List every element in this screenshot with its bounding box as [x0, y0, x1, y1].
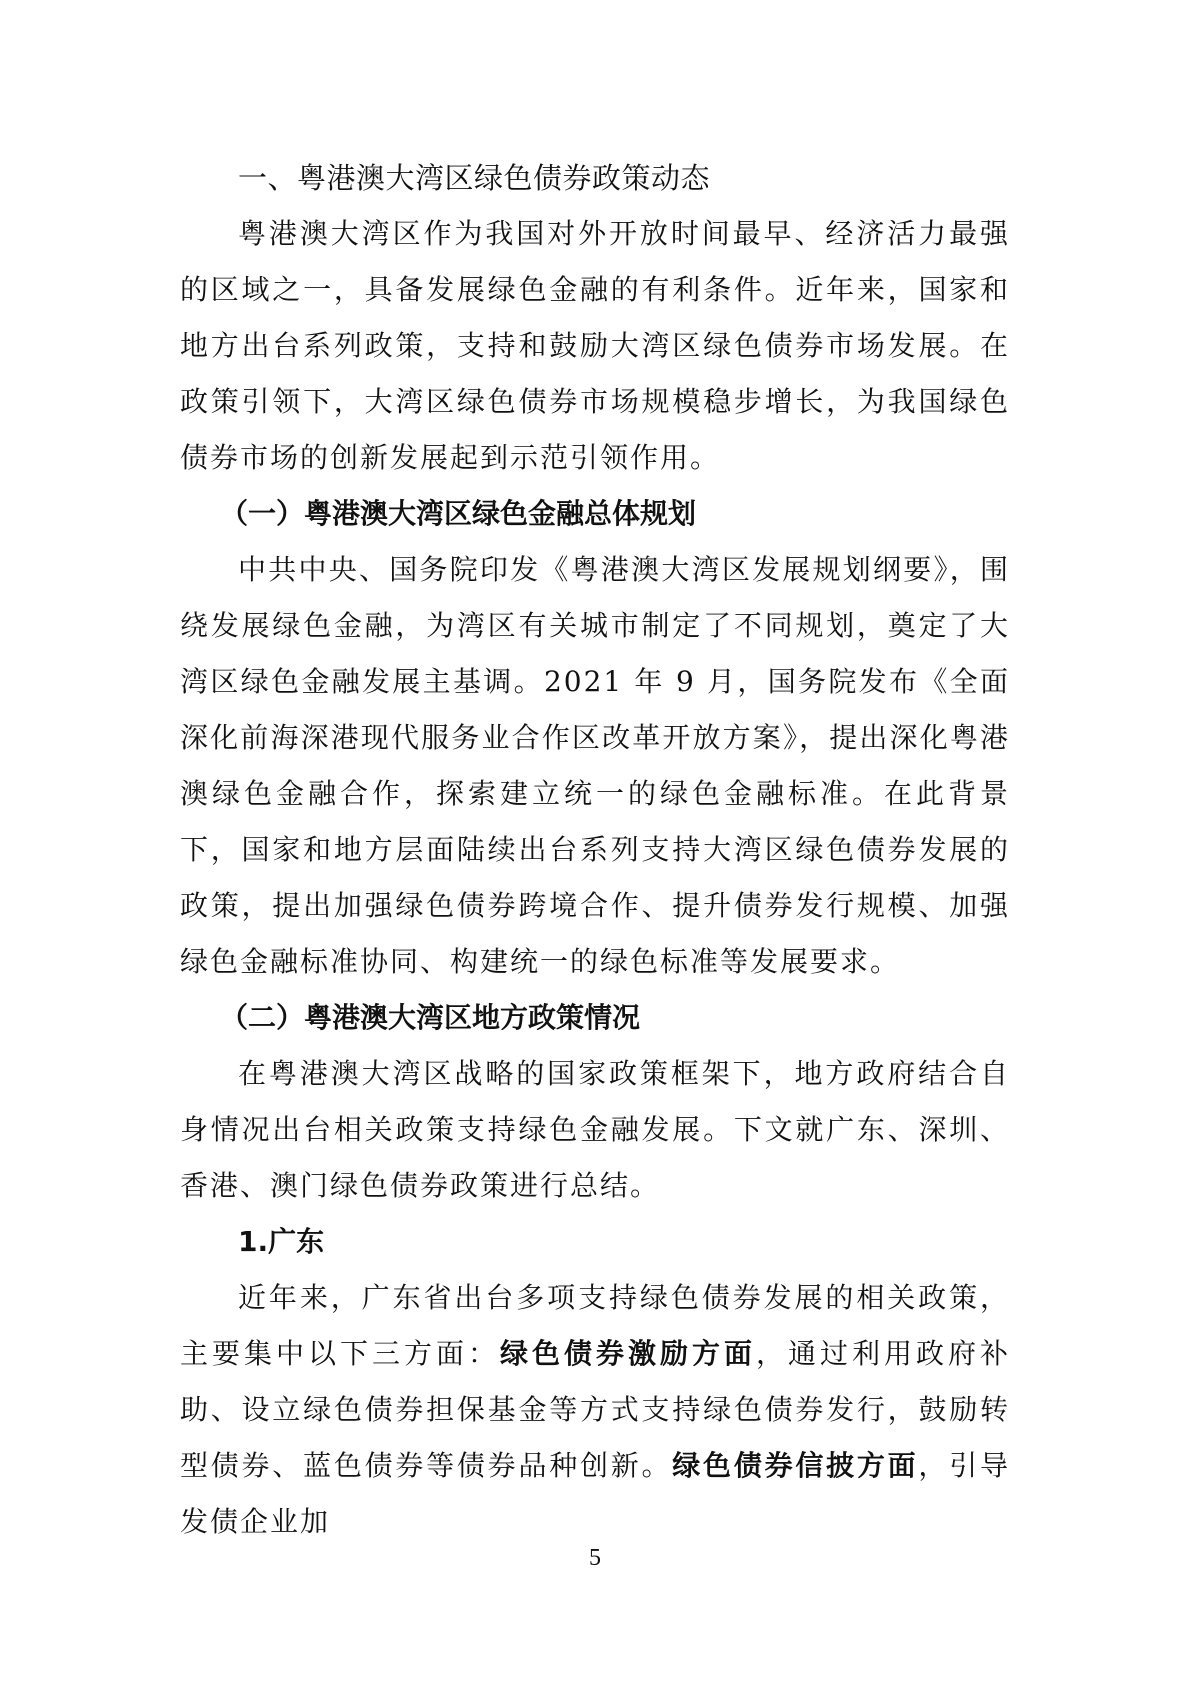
guangdong-text-1: 近年来，广东省出台多项支持绿色债券发展的相关政策，主要集中以下三方面： [180, 1281, 1010, 1370]
subsection-2-title: （二）粤港澳大湾区地方政策情况 [220, 1001, 641, 1034]
page-content [180, 150, 1010, 1550]
subsection-2-paragraph: 在粤港澳大湾区战略的国家政策框架下，地方政府结合自身情况出台相关政策支持绿色金融发展。下文就广东、深圳、香港、澳门绿色债券政策进行总结。 [180, 1057, 1010, 1202]
section-title: 一、粤港澳大湾区绿色债券政策动态 [238, 161, 711, 195]
guangdong-text-2: ，通过利用政府补助、设立绿色债券担保基金等方式支持绿色债券发行，鼓励转型债券、蓝色债券等债券品种创新。 [180, 1337, 1010, 1482]
guangdong-bold-1: 绿色债券激励方面 [499, 1337, 756, 1370]
page-number: 5 [589, 1545, 601, 1571]
intro-paragraph: 粤港澳大湾区作为我国对外开放时间最早、经济活力最强的区域之一，具备发展绿色金融的有利条件。近年来，国家和地方出台系列政策，支持和鼓励大湾区绿色债券市场发展。在政策引领下，大湾区绿色债券市场规模稳步增长，为我国绿色债券市场的创新发展起到示范引领作用。 [180, 217, 1010, 474]
guangdong-paragraph [180, 1270, 1010, 1550]
subsection-1-title: （一）粤港澳大湾区绿色金融总体规划 [220, 497, 697, 530]
subsection-1-paragraph: 中共中央、国务院印发《粤港澳大湾区发展规划纲要》，围绕发展绿色金融，为湾区有关城市制定了不同规划，奠定了大湾区绿色金融发展主基调。2021 年 9 月，国务院发布《全面深化前海深港现代服务业合作区改革开放方案》，提出深化粤港澳绿色金融合作，探索建立统一的绿色金融标准。在此背景下，国家和地方层面陆续出台系列支持大湾区绿色债券发展的政策，提出加强绿色债券跨境合作、提升债券发行规模、加强绿色金融标准协同、构建统一的绿色标准等发展要求。 [180, 553, 1010, 978]
guangdong-bold-2: 绿色债券信披方面 [672, 1449, 919, 1482]
guangdong-text-3: ，引导发债企业加 [180, 1449, 1010, 1538]
guangdong-title: 1.广东 [238, 1225, 325, 1258]
